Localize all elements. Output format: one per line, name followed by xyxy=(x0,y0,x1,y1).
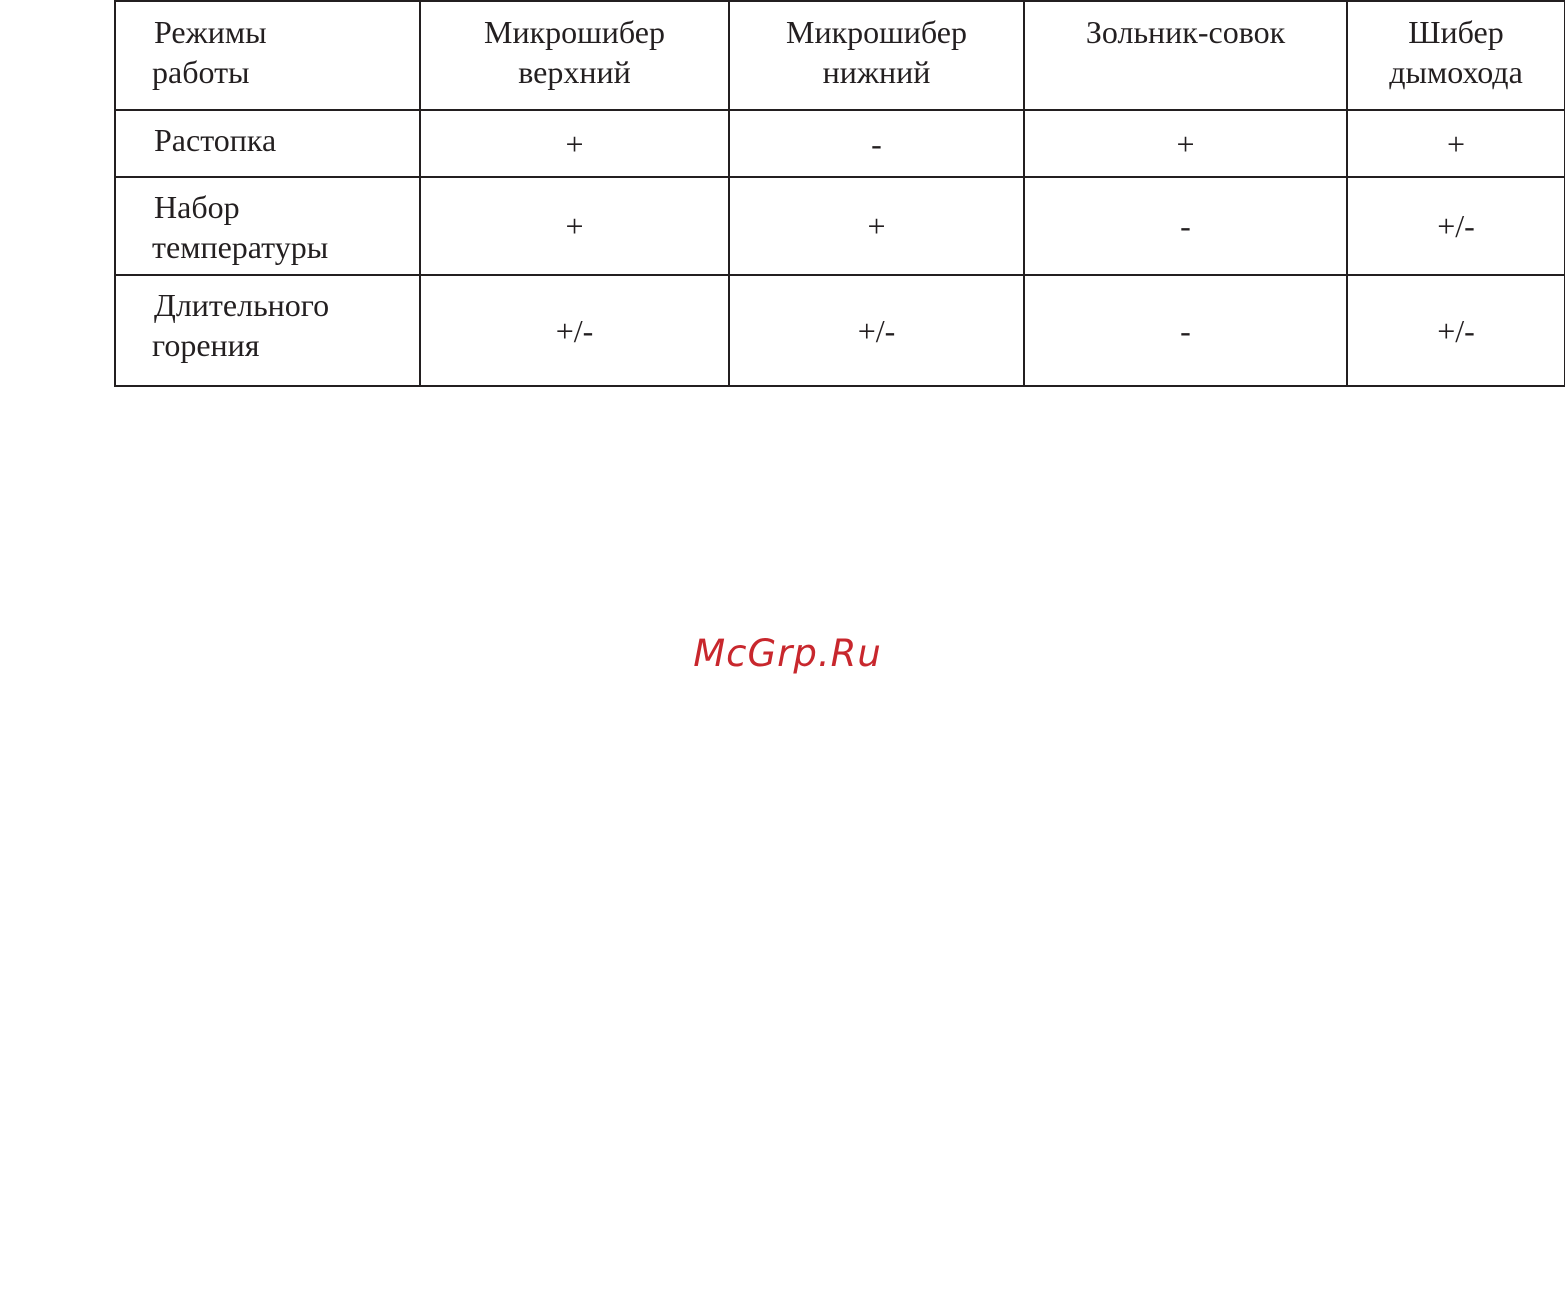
header-cell-upper-micro-damper xyxy=(420,1,729,110)
mode-text-line: Набор xyxy=(154,189,240,225)
value-cell: +/- xyxy=(1347,177,1565,275)
header-text-line: Режимы xyxy=(154,14,267,50)
table-row xyxy=(115,275,1565,386)
mode-cell xyxy=(115,110,420,177)
mode-text-line: Растопка xyxy=(154,122,277,158)
header-text-line: дымохода xyxy=(1389,54,1523,90)
header-text-line: Микрошибер xyxy=(786,14,967,50)
value-cell: - xyxy=(1024,177,1347,275)
value-cell: - xyxy=(1024,275,1347,386)
header-text-line: Микрошибер xyxy=(484,14,665,50)
value-cell: + xyxy=(1024,110,1347,177)
watermark-text: McGrp.Ru xyxy=(693,632,882,675)
operating-modes-table xyxy=(114,0,1565,387)
table-row xyxy=(115,110,1565,177)
value-cell: + xyxy=(729,177,1024,275)
watermark xyxy=(0,632,1565,675)
value-cell: + xyxy=(420,177,729,275)
value-cell: - xyxy=(729,110,1024,177)
mode-text-line: Длительного xyxy=(154,287,330,323)
value-cell: + xyxy=(1347,110,1565,177)
mode-cell xyxy=(115,275,420,386)
header-cell-modes xyxy=(115,1,420,110)
table-header-row xyxy=(115,1,1565,110)
table-row xyxy=(115,177,1565,275)
header-cell-chimney-damper xyxy=(1347,1,1565,110)
value-cell: +/- xyxy=(729,275,1024,386)
header-text-line: Шибер xyxy=(1408,14,1504,50)
mode-cell xyxy=(115,177,420,275)
header-cell-ash-pan xyxy=(1024,1,1347,110)
value-cell: +/- xyxy=(1347,275,1565,386)
header-text-line: Зольник-совок xyxy=(1085,14,1286,50)
header-cell-lower-micro-damper xyxy=(729,1,1024,110)
mode-text-line: горения xyxy=(152,327,260,363)
header-text-line: нижний xyxy=(822,54,931,90)
value-cell: + xyxy=(420,110,729,177)
header-text-line: работы xyxy=(152,54,250,90)
value-cell: +/- xyxy=(420,275,729,386)
header-text-line: верхний xyxy=(518,54,631,90)
mode-text-line: температуры xyxy=(152,229,329,265)
